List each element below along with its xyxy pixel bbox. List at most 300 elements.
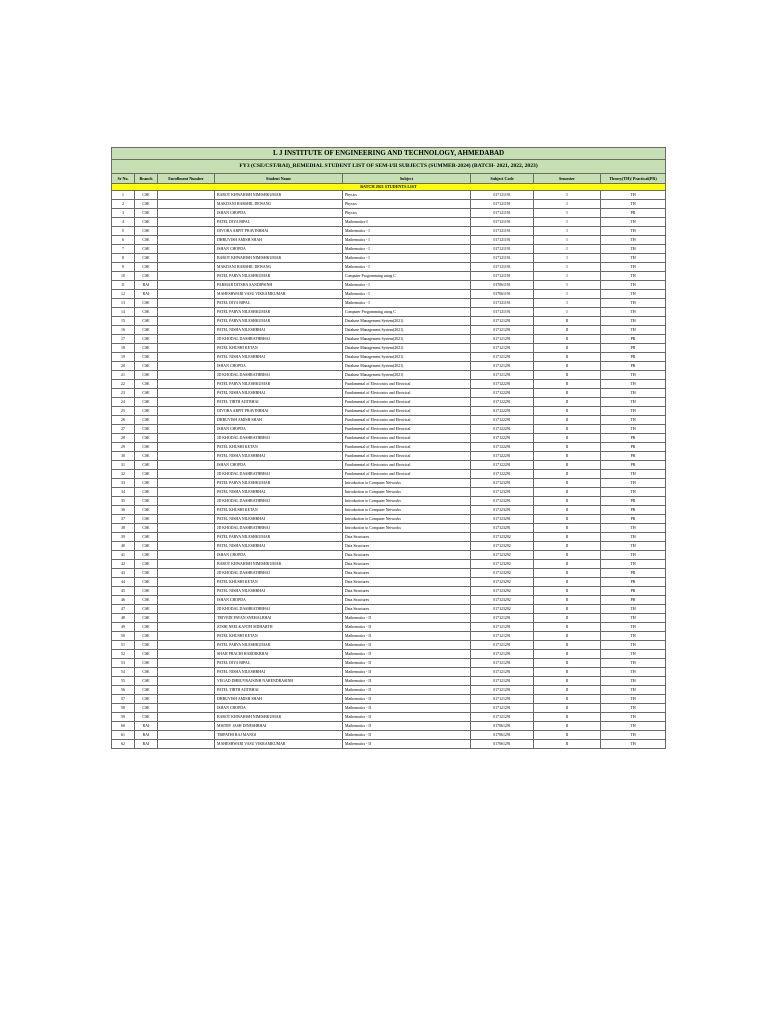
subject-cell: Mathematics - II [343, 614, 471, 623]
enrollment-cell [158, 272, 215, 281]
enrollment-cell [158, 245, 215, 254]
th-pr-cell: TH [601, 533, 666, 542]
table-row [112, 722, 666, 731]
sr-no-cell: 32 [112, 470, 135, 479]
student-name-cell: ISHAN CHOPDA [215, 245, 343, 254]
branch-cell: CSE [135, 704, 158, 713]
semester-cell: II [534, 614, 601, 623]
semester-cell: II [534, 605, 601, 614]
table-row [112, 227, 666, 236]
table-row [112, 362, 666, 371]
th-pr-cell: TH [601, 326, 666, 335]
branch-cell: CSE [135, 659, 158, 668]
student-name-cell: MAKDANI HARSHIL DEWANG [215, 263, 343, 272]
subject-cell: Database Management System(2021) [343, 353, 471, 362]
branch-cell: CSE [135, 218, 158, 227]
student-name-cell: PATEL DIYA BIPAL [215, 218, 343, 227]
student-name-cell: MAHESHWARI VASU VIKRAMKUMAR [215, 740, 343, 749]
enrollment-cell [158, 650, 215, 659]
table-row [112, 452, 666, 461]
subject-code-cell: 017121191 [471, 218, 534, 227]
list-subtitle: FY3 (CSE/CST/RAI)_REMEDIAL STUDENT LIST OF SEM-I/II SUBJECTS (SUMMER-2024) (BATCH- 2021, 2022, 2023) [112, 160, 666, 174]
col-header-enrollment: Enrollment Number [158, 174, 215, 184]
subject-code-cell: 017121191 [471, 272, 534, 281]
enrollment-cell [158, 209, 215, 218]
subject-cell: Mathematics - II [343, 740, 471, 749]
subject-code-cell: 017121291 [471, 335, 534, 344]
subject-code-cell: 017122291 [471, 434, 534, 443]
subject-cell: Mathematics - I [343, 299, 471, 308]
subject-cell: Data Structures [343, 551, 471, 560]
sr-no-cell: 39 [112, 533, 135, 542]
student-name-cell: JD KHODAL DASHRATHBHAI [215, 605, 343, 614]
subject-code-cell: 017123292 [471, 569, 534, 578]
th-pr-cell: TH [601, 290, 666, 299]
sr-no-cell: 45 [112, 587, 135, 596]
th-pr-cell: PR [601, 515, 666, 524]
enrollment-cell [158, 200, 215, 209]
sr-no-cell: 58 [112, 704, 135, 713]
subject-code-cell: 017123291 [471, 479, 534, 488]
sr-no-cell: 16 [112, 326, 135, 335]
subject-cell: Data Structures [343, 605, 471, 614]
sr-no-cell: 3 [112, 209, 135, 218]
table-row [112, 371, 666, 380]
table-row [112, 641, 666, 650]
table-row [112, 272, 666, 281]
enrollment-cell [158, 524, 215, 533]
student-name-cell: DHRUVISH AMISH SHAH [215, 236, 343, 245]
branch-cell: CSE [135, 245, 158, 254]
table-row [112, 263, 666, 272]
branch-cell: CSE [135, 542, 158, 551]
sr-no-cell: 35 [112, 497, 135, 506]
sr-no-cell: 25 [112, 407, 135, 416]
enrollment-cell [158, 623, 215, 632]
semester-cell: II [534, 425, 601, 434]
th-pr-cell: TH [601, 407, 666, 416]
sr-no-cell: 24 [112, 398, 135, 407]
student-name-cell: PATEL NISHA NILESHBHAI [215, 587, 343, 596]
sr-no-cell: 20 [112, 362, 135, 371]
table-row [112, 605, 666, 614]
th-pr-cell: TH [601, 641, 666, 650]
table-row [112, 488, 666, 497]
enrollment-cell [158, 398, 215, 407]
branch-cell: CSE [135, 371, 158, 380]
enrollment-cell [158, 281, 215, 290]
sr-no-cell: 60 [112, 722, 135, 731]
enrollment-cell [158, 686, 215, 695]
table-row [112, 236, 666, 245]
enrollment-cell [158, 461, 215, 470]
enrollment-cell [158, 425, 215, 434]
subject-cell: Mathematics - II [343, 677, 471, 686]
sr-no-cell: 12 [112, 290, 135, 299]
table-row [112, 479, 666, 488]
enrollment-cell [158, 605, 215, 614]
table-row [112, 533, 666, 542]
subject-code-cell: 017121291 [471, 362, 534, 371]
branch-cell: CSE [135, 191, 158, 200]
table-row [112, 299, 666, 308]
table-row [112, 713, 666, 722]
enrollment-cell [158, 578, 215, 587]
sr-no-cell: 31 [112, 461, 135, 470]
subject-cell: Database Management System(2021) [343, 317, 471, 326]
sr-no-cell: 42 [112, 560, 135, 569]
table-row [112, 281, 666, 290]
subject-code-cell: 017123292 [471, 578, 534, 587]
subject-cell: Database Management System(2021) [343, 371, 471, 380]
student-name-cell: BAROT KHWAHISH NIMISHKUMAR [215, 191, 343, 200]
th-pr-cell: TH [601, 272, 666, 281]
th-pr-cell: PR [601, 461, 666, 470]
th-pr-cell: TH [601, 650, 666, 659]
subject-code-cell: 017121291 [471, 317, 534, 326]
th-pr-cell: PR [601, 452, 666, 461]
sr-no-cell: 46 [112, 596, 135, 605]
subject-code-cell: 017121291 [471, 686, 534, 695]
sr-no-cell: 38 [112, 524, 135, 533]
semester-cell: I [534, 218, 601, 227]
semester-cell: II [534, 641, 601, 650]
branch-cell: CSE [135, 209, 158, 218]
enrollment-cell [158, 335, 215, 344]
subject-cell: Mathematics - I [343, 263, 471, 272]
table-row [112, 596, 666, 605]
table-row [112, 560, 666, 569]
student-name-cell: PATEL NISHA NILESHBHAI [215, 389, 343, 398]
student-name-cell: TRIPATHI RAJ MANOJ [215, 731, 343, 740]
sr-no-cell: 4 [112, 218, 135, 227]
enrollment-cell [158, 596, 215, 605]
enrollment-cell [158, 731, 215, 740]
th-pr-cell: TH [601, 677, 666, 686]
subject-cell: Mathematics - II [343, 632, 471, 641]
subject-cell: Mathematics - II [343, 668, 471, 677]
enrollment-cell [158, 254, 215, 263]
subject-code-cell: 017061291 [471, 740, 534, 749]
subject-cell: Data Structures [343, 596, 471, 605]
subject-cell: Data Structures [343, 569, 471, 578]
student-name-cell: VEGAD DHRUVRAJSINH NARENDRASINH [215, 677, 343, 686]
semester-cell: II [534, 551, 601, 560]
th-pr-cell: TH [601, 398, 666, 407]
semester-cell: I [534, 254, 601, 263]
table-row [112, 695, 666, 704]
th-pr-cell: TH [601, 722, 666, 731]
semester-cell: II [534, 461, 601, 470]
subject-code-cell: 017121291 [471, 623, 534, 632]
table-row [112, 326, 666, 335]
subject-cell: Physics [343, 200, 471, 209]
subject-code-cell: 017123291 [471, 488, 534, 497]
th-pr-cell: TH [601, 668, 666, 677]
subject-code-cell: 017061191 [471, 281, 534, 290]
subject-code-cell: 017061291 [471, 731, 534, 740]
student-name-cell: PATEL NISHA NILESHBHAI [215, 515, 343, 524]
semester-cell: II [534, 515, 601, 524]
enrollment-cell [158, 326, 215, 335]
subject-code-cell: 017122291 [471, 380, 534, 389]
subject-code-cell: 017123291 [471, 524, 534, 533]
enrollment-cell [158, 380, 215, 389]
student-name-cell: TRIVEDI PAVAN SNEHALBHAI [215, 614, 343, 623]
branch-cell: CSE [135, 362, 158, 371]
col-header-student-name: Student Name [215, 174, 343, 184]
student-name-cell: JD KHODAL DASHRATHBHAI [215, 371, 343, 380]
subject-code-cell: 017123292 [471, 596, 534, 605]
sr-no-cell: 48 [112, 614, 135, 623]
th-pr-cell: TH [601, 686, 666, 695]
sr-no-cell: 33 [112, 479, 135, 488]
enrollment-cell [158, 227, 215, 236]
branch-cell: RAI [135, 281, 158, 290]
student-name-cell: DIVORA ARPIT PRAVINBHAI [215, 227, 343, 236]
branch-cell: CSE [135, 353, 158, 362]
sr-no-cell: 62 [112, 740, 135, 749]
th-pr-cell: TH [601, 227, 666, 236]
branch-cell: CSE [135, 596, 158, 605]
subject-code-cell: 017121291 [471, 353, 534, 362]
enrollment-cell [158, 659, 215, 668]
subject-code-cell: 017123292 [471, 542, 534, 551]
student-name-cell: JD KHODAL DASHRATHBHAI [215, 497, 343, 506]
subject-code-cell: 017121191 [471, 236, 534, 245]
sr-no-cell: 54 [112, 668, 135, 677]
subject-code-cell: 017121191 [471, 209, 534, 218]
subject-code-cell: 017121291 [471, 650, 534, 659]
enrollment-cell [158, 713, 215, 722]
th-pr-cell: TH [601, 551, 666, 560]
semester-cell: II [534, 353, 601, 362]
th-pr-cell: PR [601, 344, 666, 353]
table-row [112, 470, 666, 479]
student-name-cell: PATEL PARVA NILESHKUMAR [215, 308, 343, 317]
student-rows [112, 191, 666, 749]
sr-no-cell: 41 [112, 551, 135, 560]
table-row [112, 434, 666, 443]
th-pr-cell: TH [601, 200, 666, 209]
branch-cell: CSE [135, 605, 158, 614]
subject-code-cell: 017121291 [471, 614, 534, 623]
branch-cell: CSE [135, 398, 158, 407]
student-name-cell: MISTRY JASH DINESHBHAI [215, 722, 343, 731]
subject-code-cell: 017121291 [471, 704, 534, 713]
subject-code-cell: 017061291 [471, 722, 534, 731]
th-pr-cell: TH [601, 371, 666, 380]
col-header-branch: Branch [135, 174, 158, 184]
semester-cell: II [534, 434, 601, 443]
th-pr-cell: TH [601, 308, 666, 317]
subject-code-cell: 017122291 [471, 416, 534, 425]
th-pr-cell: TH [601, 416, 666, 425]
semester-cell: I [534, 200, 601, 209]
th-pr-cell: TH [601, 299, 666, 308]
student-name-cell: PATEL TIRTH AJITBHAI [215, 398, 343, 407]
table-row [112, 587, 666, 596]
th-pr-cell: TH [601, 254, 666, 263]
student-name-cell: PATEL KHUSHI KETAN [215, 578, 343, 587]
branch-cell: CSE [135, 308, 158, 317]
table-row [112, 209, 666, 218]
table-row [112, 623, 666, 632]
semester-cell: I [534, 227, 601, 236]
subject-code-cell: 017122291 [471, 425, 534, 434]
semester-cell: II [534, 317, 601, 326]
sr-no-cell: 9 [112, 263, 135, 272]
sr-no-cell: 57 [112, 695, 135, 704]
subject-cell: Data Structures [343, 578, 471, 587]
table-row [112, 218, 666, 227]
sr-no-cell: 17 [112, 335, 135, 344]
branch-cell: RAI [135, 740, 158, 749]
table-row [112, 344, 666, 353]
sr-no-cell: 44 [112, 578, 135, 587]
student-name-cell: PATEL PARVA NILESHKUMAR [215, 380, 343, 389]
table-row [112, 461, 666, 470]
subject-code-cell: 017121291 [471, 677, 534, 686]
col-header-sr-no: Sr No. [112, 174, 135, 184]
enrollment-cell [158, 677, 215, 686]
sr-no-cell: 55 [112, 677, 135, 686]
student-name-cell: ISHAN CHOPDA [215, 596, 343, 605]
sr-no-cell: 29 [112, 443, 135, 452]
th-pr-cell: PR [601, 335, 666, 344]
table-row [112, 614, 666, 623]
table-row [112, 659, 666, 668]
semester-cell: II [534, 722, 601, 731]
subject-code-cell: 017122291 [471, 452, 534, 461]
semester-cell: II [534, 380, 601, 389]
subject-code-cell: 017122291 [471, 461, 534, 470]
table-row [112, 308, 666, 317]
branch-cell: CSE [135, 425, 158, 434]
table-row [112, 506, 666, 515]
table-row [112, 254, 666, 263]
branch-cell: CSE [135, 416, 158, 425]
subject-cell: Database Management System(2021) [343, 344, 471, 353]
table-row [112, 704, 666, 713]
enrollment-cell [158, 569, 215, 578]
branch-cell: RAI [135, 290, 158, 299]
subject-cell: Mathematics - II [343, 623, 471, 632]
subject-cell: Introduction to Computer Networks [343, 515, 471, 524]
subject-code-cell: 017121191 [471, 254, 534, 263]
sr-no-cell: 40 [112, 542, 135, 551]
semester-cell: II [534, 677, 601, 686]
semester-cell: II [534, 371, 601, 380]
enrollment-cell [158, 551, 215, 560]
semester-cell: II [534, 695, 601, 704]
enrollment-cell [158, 614, 215, 623]
subject-code-cell: 017121191 [471, 191, 534, 200]
enrollment-cell [158, 542, 215, 551]
subject-code-cell: 017123291 [471, 515, 534, 524]
branch-cell: CSE [135, 326, 158, 335]
enrollment-cell [158, 704, 215, 713]
enrollment-cell [158, 479, 215, 488]
subject-cell: Mathematics - I [343, 227, 471, 236]
branch-cell: RAI [135, 731, 158, 740]
subject-code-cell: 017121291 [471, 641, 534, 650]
sr-no-cell: 7 [112, 245, 135, 254]
semester-cell: II [534, 542, 601, 551]
semester-cell: II [534, 470, 601, 479]
student-name-cell: JD KHODAL DASHRATHBHAI [215, 470, 343, 479]
subject-cell: Computer Programming using C [343, 308, 471, 317]
sr-no-cell: 2 [112, 200, 135, 209]
semester-cell: II [534, 506, 601, 515]
enrollment-cell [158, 191, 215, 200]
semester-cell: II [534, 407, 601, 416]
semester-cell: I [534, 299, 601, 308]
th-pr-cell: TH [601, 731, 666, 740]
table-row [112, 497, 666, 506]
table-row [112, 335, 666, 344]
th-pr-cell: PR [601, 506, 666, 515]
student-name-cell: PATEL PARVA NILESHKUMAR [215, 272, 343, 281]
student-name-cell: PATEL NISHA NILESHBHAI [215, 488, 343, 497]
subject-code-cell: 017121291 [471, 659, 534, 668]
enrollment-cell [158, 722, 215, 731]
semester-cell: II [534, 344, 601, 353]
semester-cell: II [534, 668, 601, 677]
subject-code-cell: 017121291 [471, 632, 534, 641]
enrollment-cell [158, 695, 215, 704]
branch-cell: CSE [135, 434, 158, 443]
branch-cell: CSE [135, 713, 158, 722]
subject-cell: Fundamental of Electronics and Electrical [343, 434, 471, 443]
th-pr-cell: TH [601, 218, 666, 227]
subject-code-cell: 017122291 [471, 443, 534, 452]
sr-no-cell: 22 [112, 380, 135, 389]
table-row [112, 524, 666, 533]
subject-cell: Fundamental of Electronics and Electrical [343, 380, 471, 389]
remedial-student-list-sheet [111, 147, 665, 749]
subject-code-cell: 017123291 [471, 497, 534, 506]
student-name-cell: PATEL KHUSHI KETAN [215, 344, 343, 353]
subject-code-cell: 017123292 [471, 560, 534, 569]
subject-cell: Fundamental of Electronics and Electrical [343, 425, 471, 434]
branch-cell: CSE [135, 389, 158, 398]
subject-code-cell: 017121191 [471, 200, 534, 209]
branch-cell: CSE [135, 524, 158, 533]
semester-cell: II [534, 362, 601, 371]
student-name-cell: ISHAN CHOPDA [215, 209, 343, 218]
student-name-cell: PATEL NISHA NILESHBHAI [215, 326, 343, 335]
th-pr-cell: PR [601, 362, 666, 371]
enrollment-cell [158, 317, 215, 326]
sr-no-cell: 1 [112, 191, 135, 200]
th-pr-cell: TH [601, 713, 666, 722]
th-pr-cell: TH [601, 623, 666, 632]
student-name-cell: SHAH PRACHI HARDIKBHAI [215, 650, 343, 659]
branch-cell: CSE [135, 263, 158, 272]
semester-cell: II [534, 596, 601, 605]
branch-cell: CSE [135, 335, 158, 344]
subject-cell: Fundamental of Electronics and Electrical [343, 407, 471, 416]
semester-cell: II [534, 632, 601, 641]
subject-code-cell: 017123292 [471, 533, 534, 542]
subject-cell: Mathematics - II [343, 731, 471, 740]
table-row [112, 380, 666, 389]
table-row [112, 632, 666, 641]
col-header-subject: Subject [343, 174, 471, 184]
semester-cell: II [534, 488, 601, 497]
subject-cell: Physics [343, 209, 471, 218]
